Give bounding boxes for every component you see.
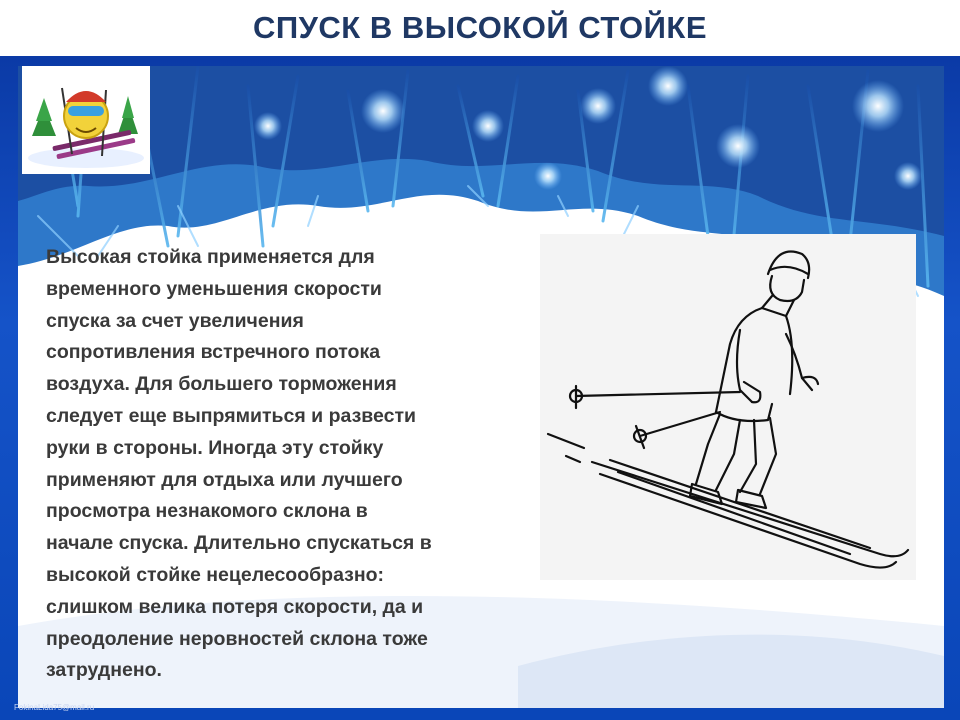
slide-title: СПУСК В ВЫСОКОЙ СТОЙКЕ	[252, 10, 708, 45]
footer-email: FokinaLida75@mail.ru	[14, 703, 95, 712]
title-bar	[0, 0, 960, 56]
slide-body-text: Высокая стойка применяется для временного уменьшения скорости спуска за счет увеличения сопротивления встречного потока воздуха. Для большего торможения следует еще выпрямиться и развести руки в стороны. Иногда эту стойку применяют для отдыха или лучшего просмотра незнакомого склона в начале спуска. Длительно спускаться в высокой стойке нецелесообразно: слишком велика потеря скорости, да и преодоление неровностей склона тоже затруднено.	[46, 246, 432, 682]
high-stance-skier-illustration	[540, 234, 916, 580]
skier-emoticon-icon	[22, 66, 150, 174]
